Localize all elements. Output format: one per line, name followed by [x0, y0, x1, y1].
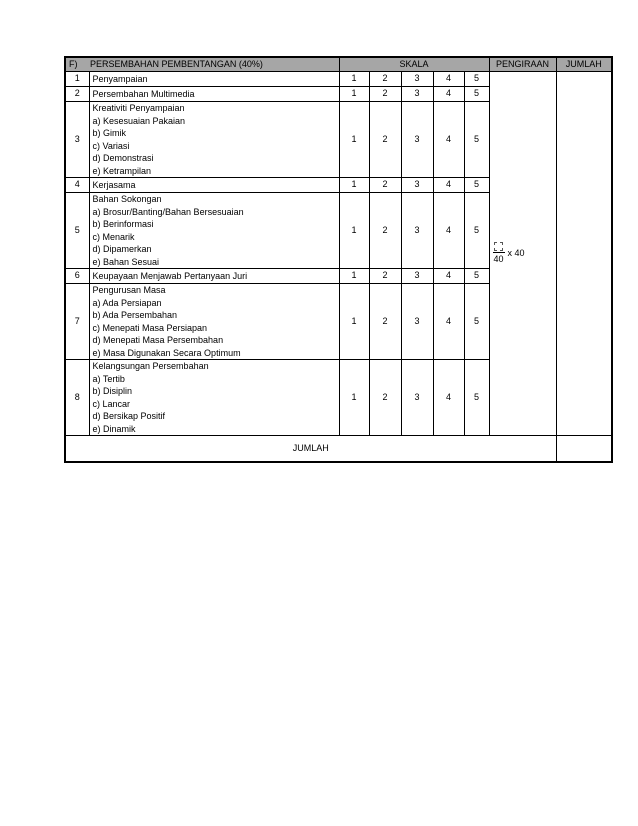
fraction [493, 242, 505, 266]
criterion-number: 2 [65, 87, 89, 102]
section-title: PERSEMBAHAN PEMBENTANGAN (40%) [90, 58, 263, 69]
scale-option-4[interactable]: 4 [433, 360, 464, 436]
criterion-heading: Penyampaian [92, 73, 148, 84]
scale-option-2[interactable]: 2 [369, 87, 401, 102]
criterion-subitem: a) Brosur/Banting/Bahan Bersesuaian [92, 206, 244, 217]
criterion-subitem: a) Kesesuaian Pakaian [92, 115, 186, 126]
criterion-subitem: c) Variasi [92, 140, 130, 151]
fraction-bar [493, 252, 505, 253]
criterion-heading: Kerjasama [92, 179, 136, 190]
criterion-number: 8 [65, 360, 89, 436]
scale-option-2[interactable]: 2 [369, 360, 401, 436]
scale-option-2[interactable]: 2 [369, 284, 401, 360]
scale-option-4[interactable]: 4 [433, 87, 464, 102]
scale-option-1[interactable]: 1 [339, 193, 369, 269]
scale-option-2[interactable]: 2 [369, 72, 401, 87]
scale-option-5[interactable]: 5 [464, 178, 489, 193]
section-letter: F) [69, 58, 78, 69]
criterion-subitem: d) Bersikap Positif [92, 411, 166, 421]
criterion-heading: Pengurusan Masa [92, 285, 166, 295]
scale-option-5[interactable]: 5 [464, 87, 489, 102]
criterion-heading: Keupayaan Menjawab Pertanyaan Juri [92, 270, 248, 281]
scale-option-1[interactable]: 1 [339, 269, 369, 284]
criterion-subitem: b) Ada Persembahan [92, 310, 178, 320]
criterion-description [89, 193, 339, 269]
criterion-subitem: e) Bahan Sesuai [92, 256, 160, 267]
header-row [65, 57, 612, 72]
criterion-description [89, 284, 339, 360]
calculation-cell [489, 72, 556, 436]
criterion-subitem: a) Tertib [92, 373, 125, 384]
total-header: JUMLAH [556, 57, 612, 72]
criterion-description [89, 72, 339, 87]
total-label: JUMLAH [65, 436, 556, 463]
scale-option-2[interactable]: 2 [369, 102, 401, 178]
criterion-subitem: d) Demonstrasi [92, 153, 154, 163]
calculation-header: PENGIRAAN [489, 57, 556, 72]
denominator: 40 [493, 253, 504, 264]
criterion-number: 3 [65, 102, 89, 178]
criterion-subitem: e) Masa Digunakan Secara Optimum [92, 347, 241, 358]
scale-option-3[interactable]: 3 [401, 102, 433, 178]
score-total-cell[interactable] [556, 72, 612, 436]
criterion-description [89, 87, 339, 102]
criterion-subitem: c) Lancar [92, 398, 131, 409]
scale-option-2[interactable]: 2 [369, 269, 401, 284]
scale-option-1[interactable]: 1 [339, 284, 369, 360]
scale-option-1[interactable]: 1 [339, 102, 369, 178]
criterion-subitem: d) Menepati Masa Persembahan [92, 335, 224, 345]
criterion-subitem: d) Dipamerkan [92, 244, 152, 254]
scale-option-5[interactable]: 5 [464, 193, 489, 269]
criterion-row [65, 72, 612, 87]
numerator-placeholder[interactable] [494, 242, 503, 251]
criterion-subitem: b) Gimik [92, 128, 126, 138]
total-row [65, 436, 612, 463]
scale-option-1[interactable]: 1 [339, 87, 369, 102]
scale-option-4[interactable]: 4 [433, 178, 464, 193]
criterion-subitem: e) Dinamik [92, 423, 136, 434]
criterion-heading: Persembahan Multimedia [92, 88, 195, 99]
scale-option-4[interactable]: 4 [433, 72, 464, 87]
scale-option-3[interactable]: 3 [401, 269, 433, 284]
criterion-description [89, 360, 339, 436]
scale-option-3[interactable]: 3 [401, 360, 433, 436]
scale-option-4[interactable]: 4 [433, 284, 464, 360]
criterion-description [89, 102, 339, 178]
scale-option-3[interactable]: 3 [401, 284, 433, 360]
scale-option-5[interactable]: 5 [464, 102, 489, 178]
score-formula [493, 242, 525, 266]
scale-option-5[interactable]: 5 [464, 360, 489, 436]
scale-option-3[interactable]: 3 [401, 72, 433, 87]
scale-option-3[interactable]: 3 [401, 193, 433, 269]
criterion-heading: Kelangsungan Persembahan [92, 361, 209, 371]
criterion-description [89, 269, 339, 284]
criterion-heading: Bahan Sokongan [92, 194, 162, 204]
criterion-subitem: c) Menarik [92, 231, 135, 242]
criterion-subitem: e) Ketrampilan [92, 165, 152, 176]
criterion-number: 5 [65, 193, 89, 269]
scale-option-1[interactable]: 1 [339, 178, 369, 193]
scale-option-4[interactable]: 4 [433, 102, 464, 178]
total-value-cell [556, 436, 612, 463]
scale-option-2[interactable]: 2 [369, 193, 401, 269]
assessment-rubric-table [64, 56, 613, 463]
criterion-subitem: b) Berinformasi [92, 219, 154, 229]
criterion-subitem: b) Disiplin [92, 386, 133, 396]
criterion-subitem: a) Ada Persiapan [92, 297, 162, 308]
criterion-number: 7 [65, 284, 89, 360]
criterion-heading: Kreativiti Penyampaian [92, 103, 185, 113]
criterion-number: 6 [65, 269, 89, 284]
scale-option-2[interactable]: 2 [369, 178, 401, 193]
scale-option-3[interactable]: 3 [401, 178, 433, 193]
scale-option-3[interactable]: 3 [401, 87, 433, 102]
scale-option-5[interactable]: 5 [464, 269, 489, 284]
criterion-subitem: c) Menepati Masa Persiapan [92, 322, 208, 333]
scale-header: SKALA [339, 57, 489, 72]
criterion-description [89, 178, 339, 193]
multiplier: x 40 [507, 247, 525, 258]
section-title-header [65, 57, 339, 72]
scale-option-1[interactable]: 1 [339, 360, 369, 436]
scale-option-5[interactable]: 5 [464, 72, 489, 87]
rubric-body [65, 72, 612, 436]
scale-option-4[interactable]: 4 [433, 269, 464, 284]
scale-option-5[interactable]: 5 [464, 284, 489, 360]
criterion-number: 4 [65, 178, 89, 193]
scale-option-4[interactable]: 4 [433, 193, 464, 269]
scale-option-1[interactable]: 1 [339, 72, 369, 87]
criterion-number: 1 [65, 72, 89, 87]
